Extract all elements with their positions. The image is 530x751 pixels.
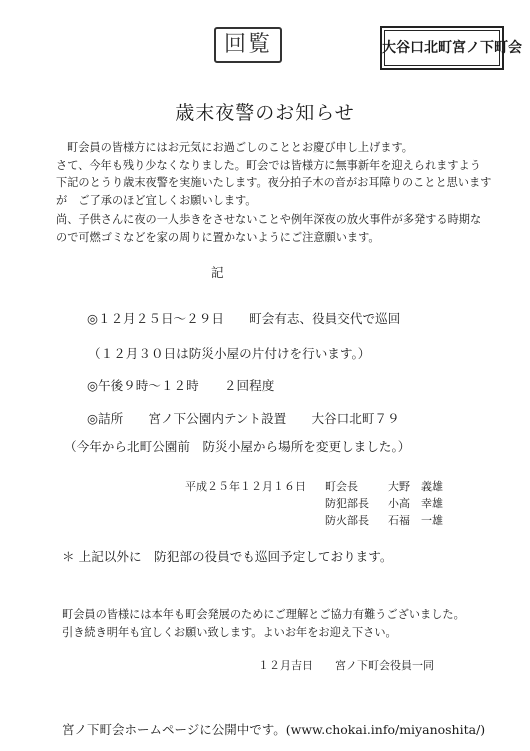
officer-name: 小高 幸雄 <box>388 497 443 510</box>
officer-role: 町会長 <box>325 480 358 493</box>
detail-dates: ◎１２月２５日～２９日 町会有志、役員交代で巡回 <box>87 311 401 326</box>
kairan-stamp: 回覧 <box>214 27 282 63</box>
homepage-footer: 宮ノ下町会ホームページに公開中です。(www.chokai.info/miyanoshita/) <box>62 722 486 737</box>
closing-line-2: 引き続き明年も宜しくお願い致します。よいお年をお迎え下さい。 <box>62 626 397 639</box>
closing-from: １２月吉日 宮ノ下町会役員一同 <box>258 659 434 672</box>
detail-station-note: （今年から北町公園前 防災小屋から場所を変更しました。） <box>64 439 411 454</box>
body-line-4: が ご了承のほど宜しくお願いします。 <box>56 194 257 207</box>
officer-role: 防火部長 <box>325 514 369 527</box>
document-title: 歳末夜警のお知らせ <box>175 102 355 124</box>
officer-name: 石福 一雄 <box>388 514 443 527</box>
officer-name: 大野 義雄 <box>388 480 443 493</box>
patrol-note: ＊ 上記以外に 防犯部の役員でも巡回予定しております。 <box>62 549 393 564</box>
body-line-1: 町会員の皆様方にはお元気にお過ごしのこととお慶び申し上げます。 <box>67 141 413 154</box>
officer-role: 防犯部長 <box>325 497 369 510</box>
body-line-5: 尚、子供さんに夜の一人歩きをさせないことや例年深夜の放火事件が多発する時期な <box>56 213 482 226</box>
detail-time: ◎午後９時～１２時 ２回程度 <box>87 378 275 393</box>
detail-station: ◎詰所 宮ノ下公園内テント設置 大谷口北町７９ <box>87 411 400 426</box>
detail-dates-note: （１２月３０日は防災小屋の片付けを行います。） <box>88 346 371 361</box>
body-line-3: 下記のとうり歳末夜警を実施いたします。夜分拍子木の音がお耳障りのことと思います <box>56 176 492 189</box>
body-line-6: ので可燃ゴミなどを家の周りに置かないようにご注意願います。 <box>56 231 380 244</box>
closing-line-1: 町会員の皆様には本年も町会発展のためにご理解とご協力有難うございました。 <box>62 608 465 621</box>
ki-heading: 記 <box>211 265 224 280</box>
organization-stamp: 大谷口北町宮ノ下町会 <box>380 26 504 70</box>
body-line-2: さて、今年も残り少なくなりました。町会では皆様方に無事新年を迎えられますよう <box>56 159 481 172</box>
signature-date: 平成２５年１２月１６日 <box>185 480 306 493</box>
